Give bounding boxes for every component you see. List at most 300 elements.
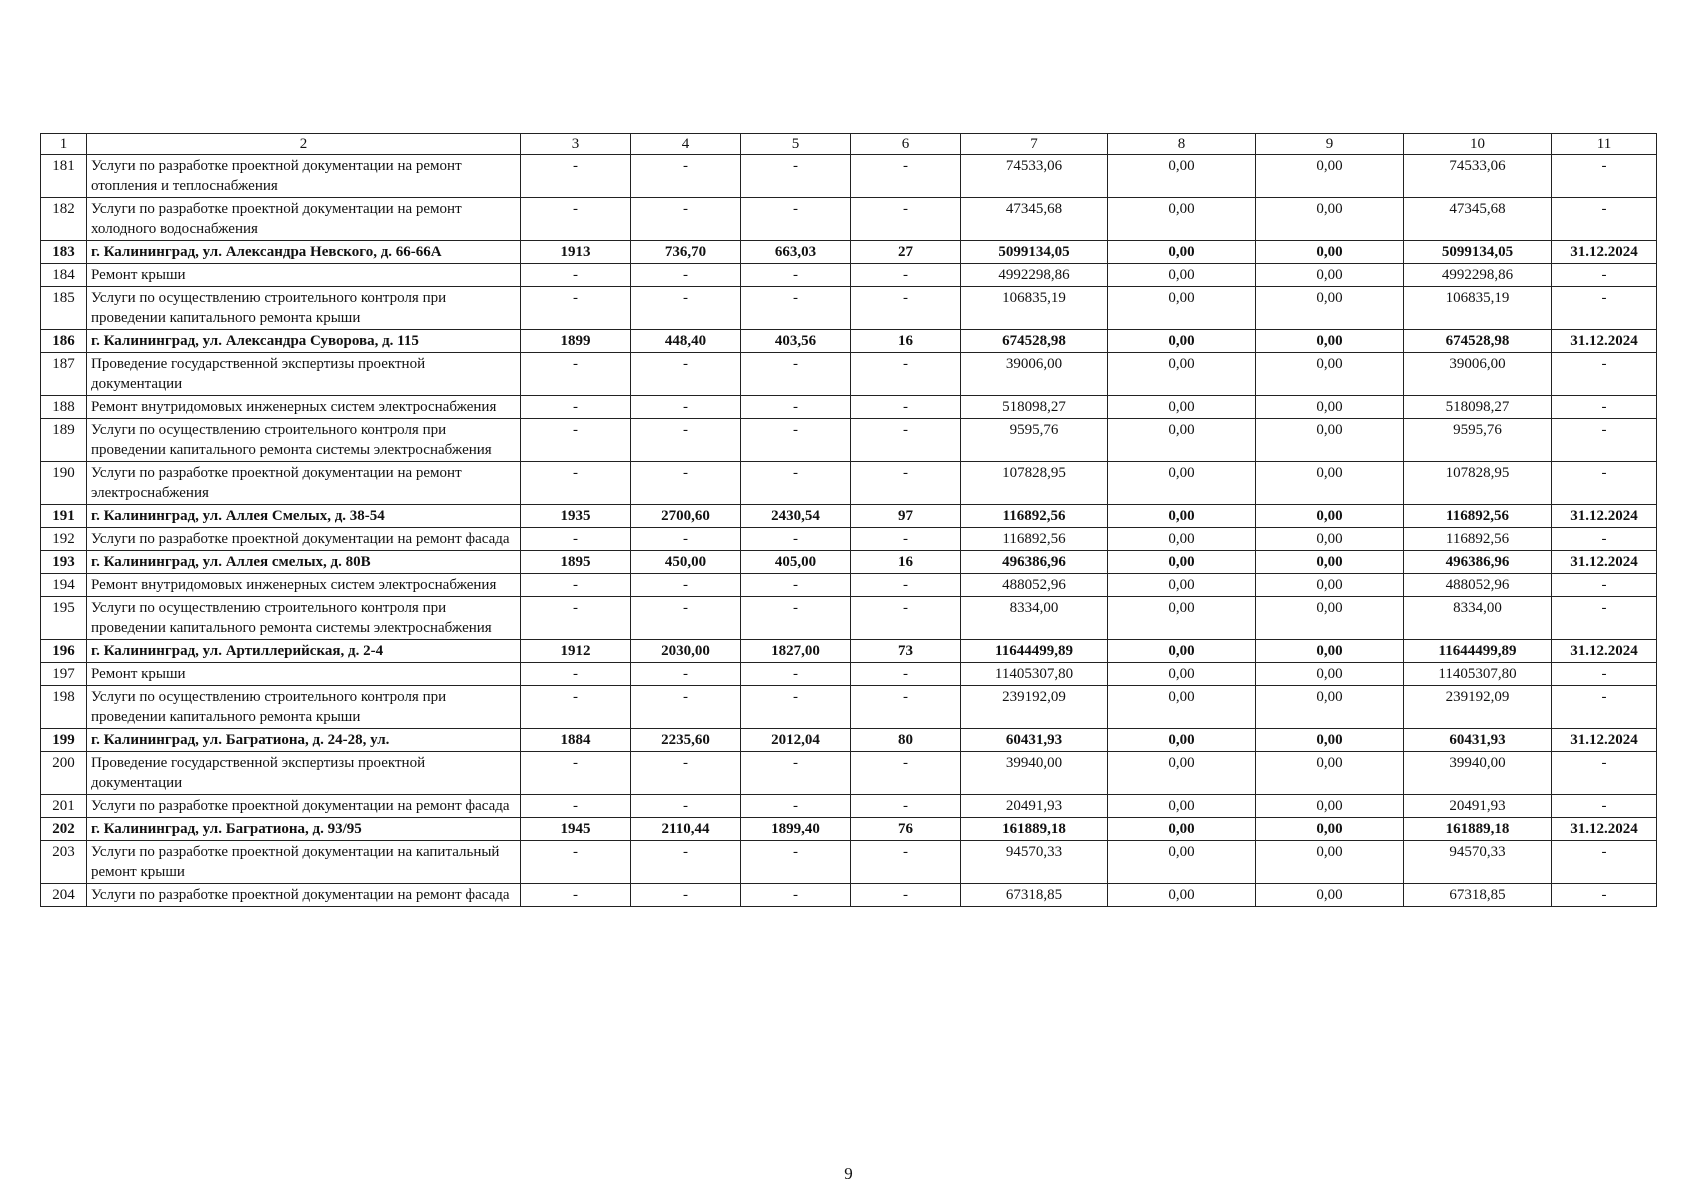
cost-total-cell: 161889,18 — [961, 818, 1108, 841]
cost-fund-cell: 0,00 — [1108, 841, 1256, 884]
area-living-cell: 1899,40 — [741, 818, 851, 841]
deadline-cell: - — [1552, 597, 1657, 640]
row-number-cell: 202 — [41, 818, 87, 841]
row-number-cell: 190 — [41, 462, 87, 505]
residents-cell: - — [851, 663, 961, 686]
address-row — [41, 551, 1657, 574]
cost-other-cell: 0,00 — [1256, 597, 1404, 640]
row-number-cell: 192 — [41, 528, 87, 551]
cost-total-cell: 496386,96 — [961, 551, 1108, 574]
address-row — [41, 241, 1657, 264]
cost-owners-cell: 106835,19 — [1404, 287, 1552, 330]
cost-other-cell: 0,00 — [1256, 505, 1404, 528]
year-cell: - — [521, 462, 631, 505]
year-cell: - — [521, 264, 631, 287]
area-living-cell: - — [741, 528, 851, 551]
cost-other-cell: 0,00 — [1256, 198, 1404, 241]
column-number: 7 — [961, 134, 1108, 155]
cost-fund-cell: 0,00 — [1108, 884, 1256, 907]
work-name-cell: г. Калининград, ул. Аллея Смелых, д. 38-54 — [87, 505, 521, 528]
deadline-cell: - — [1552, 795, 1657, 818]
work-name-cell: Ремонт внутридомовых инженерных систем электроснабжения — [87, 396, 521, 419]
cost-other-cell: 0,00 — [1256, 330, 1404, 353]
cost-total-cell: 518098,27 — [961, 396, 1108, 419]
area-living-cell: - — [741, 841, 851, 884]
year-cell: - — [521, 841, 631, 884]
area-total-cell: - — [631, 419, 741, 462]
cost-other-cell: 0,00 — [1256, 241, 1404, 264]
residents-cell: - — [851, 287, 961, 330]
cost-owners-cell: 116892,56 — [1404, 505, 1552, 528]
work-item-row — [41, 396, 1657, 419]
column-number: 8 — [1108, 134, 1256, 155]
area-living-cell: - — [741, 574, 851, 597]
cost-total-cell: 94570,33 — [961, 841, 1108, 884]
year-cell: - — [521, 396, 631, 419]
cost-owners-cell: 107828,95 — [1404, 462, 1552, 505]
cost-owners-cell: 60431,93 — [1404, 729, 1552, 752]
area-living-cell: - — [741, 155, 851, 198]
column-number: 10 — [1404, 134, 1552, 155]
area-total-cell: - — [631, 686, 741, 729]
year-cell: 1935 — [521, 505, 631, 528]
deadline-cell: - — [1552, 462, 1657, 505]
cost-other-cell: 0,00 — [1256, 640, 1404, 663]
deadline-cell: 31.12.2024 — [1552, 241, 1657, 264]
cost-total-cell: 60431,93 — [961, 729, 1108, 752]
year-cell: 1912 — [521, 640, 631, 663]
cost-fund-cell: 0,00 — [1108, 353, 1256, 396]
residents-cell: - — [851, 353, 961, 396]
address-row — [41, 640, 1657, 663]
row-number-cell: 183 — [41, 241, 87, 264]
residents-cell: 16 — [851, 330, 961, 353]
cost-fund-cell: 0,00 — [1108, 597, 1256, 640]
column-number: 6 — [851, 134, 961, 155]
cost-owners-cell: 239192,09 — [1404, 686, 1552, 729]
cost-owners-cell: 161889,18 — [1404, 818, 1552, 841]
deadline-cell: - — [1552, 528, 1657, 551]
cost-other-cell: 0,00 — [1256, 663, 1404, 686]
cost-owners-cell: 9595,76 — [1404, 419, 1552, 462]
deadline-cell: - — [1552, 841, 1657, 884]
row-number-cell: 185 — [41, 287, 87, 330]
area-total-cell: - — [631, 574, 741, 597]
cost-owners-cell: 74533,06 — [1404, 155, 1552, 198]
cost-fund-cell: 0,00 — [1108, 396, 1256, 419]
area-living-cell: - — [741, 597, 851, 640]
row-number-cell: 189 — [41, 419, 87, 462]
area-living-cell: - — [741, 198, 851, 241]
cost-total-cell: 39940,00 — [961, 752, 1108, 795]
cost-total-cell: 107828,95 — [961, 462, 1108, 505]
deadline-cell: - — [1552, 264, 1657, 287]
year-cell: - — [521, 574, 631, 597]
cost-total-cell: 39006,00 — [961, 353, 1108, 396]
area-total-cell: - — [631, 198, 741, 241]
row-number-cell: 184 — [41, 264, 87, 287]
residents-cell: - — [851, 396, 961, 419]
row-number-cell: 186 — [41, 330, 87, 353]
year-cell: 1913 — [521, 241, 631, 264]
cost-fund-cell: 0,00 — [1108, 198, 1256, 241]
work-name-cell: г. Калининград, ул. Аллея смелых, д. 80В — [87, 551, 521, 574]
cost-fund-cell: 0,00 — [1108, 241, 1256, 264]
cost-owners-cell: 20491,93 — [1404, 795, 1552, 818]
cost-fund-cell: 0,00 — [1108, 505, 1256, 528]
area-living-cell: - — [741, 462, 851, 505]
work-name-cell: г. Калининград, ул. Александра Суворова, д. 115 — [87, 330, 521, 353]
address-row — [41, 505, 1657, 528]
cost-total-cell: 4992298,86 — [961, 264, 1108, 287]
cost-total-cell: 674528,98 — [961, 330, 1108, 353]
area-total-cell: 448,40 — [631, 330, 741, 353]
cost-other-cell: 0,00 — [1256, 841, 1404, 884]
work-item-row — [41, 884, 1657, 907]
work-name-cell: Услуги по разработке проектной документации на ремонт фасада — [87, 528, 521, 551]
work-item-row — [41, 686, 1657, 729]
work-name-cell: Услуги по осуществлению строительного контроля при проведении капитального ремонта системы электроснабжения — [87, 597, 521, 640]
work-item-row — [41, 841, 1657, 884]
cost-owners-cell: 496386,96 — [1404, 551, 1552, 574]
residents-cell: - — [851, 264, 961, 287]
work-name-cell: Услуги по осуществлению строительного контроля при проведении капитального ремонта крыши — [87, 287, 521, 330]
residents-cell: 73 — [851, 640, 961, 663]
cost-other-cell: 0,00 — [1256, 884, 1404, 907]
cost-total-cell: 9595,76 — [961, 419, 1108, 462]
cost-owners-cell: 4992298,86 — [1404, 264, 1552, 287]
deadline-cell: 31.12.2024 — [1552, 551, 1657, 574]
deadline-cell: - — [1552, 287, 1657, 330]
capital-repair-table — [40, 133, 1657, 907]
area-total-cell: - — [631, 396, 741, 419]
area-living-cell: - — [741, 396, 851, 419]
area-living-cell: - — [741, 353, 851, 396]
residents-cell: - — [851, 574, 961, 597]
cost-total-cell: 74533,06 — [961, 155, 1108, 198]
area-total-cell: - — [631, 264, 741, 287]
area-total-cell: 736,70 — [631, 241, 741, 264]
cost-fund-cell: 0,00 — [1108, 462, 1256, 505]
work-item-row — [41, 597, 1657, 640]
work-name-cell: Ремонт внутридомовых инженерных систем электроснабжения — [87, 574, 521, 597]
residents-cell: - — [851, 198, 961, 241]
area-total-cell: 2700,60 — [631, 505, 741, 528]
cost-total-cell: 488052,96 — [961, 574, 1108, 597]
residents-cell: 16 — [851, 551, 961, 574]
area-living-cell: 2430,54 — [741, 505, 851, 528]
work-name-cell: Услуги по осуществлению строительного контроля при проведении капитального ремонта крыши — [87, 686, 521, 729]
cost-owners-cell: 11405307,80 — [1404, 663, 1552, 686]
deadline-cell: - — [1552, 663, 1657, 686]
cost-total-cell: 20491,93 — [961, 795, 1108, 818]
cost-other-cell: 0,00 — [1256, 818, 1404, 841]
cost-owners-cell: 11644499,89 — [1404, 640, 1552, 663]
area-total-cell: - — [631, 597, 741, 640]
deadline-cell: 31.12.2024 — [1552, 505, 1657, 528]
column-number: 4 — [631, 134, 741, 155]
work-name-cell: Ремонт крыши — [87, 264, 521, 287]
cost-other-cell: 0,00 — [1256, 353, 1404, 396]
deadline-cell: 31.12.2024 — [1552, 729, 1657, 752]
cost-owners-cell: 94570,33 — [1404, 841, 1552, 884]
year-cell: - — [521, 884, 631, 907]
cost-fund-cell: 0,00 — [1108, 640, 1256, 663]
work-item-row — [41, 155, 1657, 198]
year-cell: - — [521, 419, 631, 462]
year-cell: - — [521, 287, 631, 330]
residents-cell: - — [851, 686, 961, 729]
area-total-cell: 2235,60 — [631, 729, 741, 752]
work-item-row — [41, 198, 1657, 241]
cost-other-cell: 0,00 — [1256, 155, 1404, 198]
cost-owners-cell: 488052,96 — [1404, 574, 1552, 597]
work-item-row — [41, 663, 1657, 686]
row-number-cell: 195 — [41, 597, 87, 640]
area-living-cell: - — [741, 752, 851, 795]
year-cell: - — [521, 198, 631, 241]
year-cell: - — [521, 795, 631, 818]
work-name-cell: Услуги по разработке проектной документации на ремонт фасада — [87, 795, 521, 818]
row-number-cell: 187 — [41, 353, 87, 396]
residents-cell: 76 — [851, 818, 961, 841]
area-total-cell: - — [631, 287, 741, 330]
cost-owners-cell: 116892,56 — [1404, 528, 1552, 551]
residents-cell: - — [851, 155, 961, 198]
deadline-cell: - — [1552, 686, 1657, 729]
deadline-cell: - — [1552, 198, 1657, 241]
cost-fund-cell: 0,00 — [1108, 155, 1256, 198]
residents-cell: - — [851, 597, 961, 640]
year-cell: 1895 — [521, 551, 631, 574]
area-living-cell: 405,00 — [741, 551, 851, 574]
cost-fund-cell: 0,00 — [1108, 686, 1256, 729]
area-total-cell: 450,00 — [631, 551, 741, 574]
work-name-cell: Проведение государственной экспертизы проектной документации — [87, 752, 521, 795]
cost-other-cell: 0,00 — [1256, 752, 1404, 795]
work-item-row — [41, 264, 1657, 287]
cost-owners-cell: 67318,85 — [1404, 884, 1552, 907]
cost-total-cell: 8334,00 — [961, 597, 1108, 640]
address-row — [41, 330, 1657, 353]
row-number-cell: 204 — [41, 884, 87, 907]
deadline-cell: 31.12.2024 — [1552, 640, 1657, 663]
deadline-cell: 31.12.2024 — [1552, 330, 1657, 353]
work-name-cell: Услуги по разработке проектной документации на ремонт отопления и теплоснабжения — [87, 155, 521, 198]
cost-fund-cell: 0,00 — [1108, 264, 1256, 287]
deadline-cell: 31.12.2024 — [1552, 818, 1657, 841]
cost-other-cell: 0,00 — [1256, 462, 1404, 505]
row-number-cell: 191 — [41, 505, 87, 528]
cost-fund-cell: 0,00 — [1108, 818, 1256, 841]
residents-cell: 97 — [851, 505, 961, 528]
area-living-cell: 403,56 — [741, 330, 851, 353]
row-number-cell: 199 — [41, 729, 87, 752]
cost-owners-cell: 8334,00 — [1404, 597, 1552, 640]
cost-other-cell: 0,00 — [1256, 287, 1404, 330]
area-living-cell: - — [741, 884, 851, 907]
year-cell: - — [521, 663, 631, 686]
deadline-cell: - — [1552, 752, 1657, 795]
address-row — [41, 818, 1657, 841]
cost-owners-cell: 47345,68 — [1404, 198, 1552, 241]
year-cell: - — [521, 353, 631, 396]
row-number-cell: 201 — [41, 795, 87, 818]
deadline-cell: - — [1552, 419, 1657, 462]
residents-cell: - — [851, 528, 961, 551]
cost-other-cell: 0,00 — [1256, 795, 1404, 818]
cost-fund-cell: 0,00 — [1108, 752, 1256, 795]
cost-owners-cell: 5099134,05 — [1404, 241, 1552, 264]
cost-other-cell: 0,00 — [1256, 419, 1404, 462]
row-number-cell: 200 — [41, 752, 87, 795]
work-name-cell: г. Калининград, ул. Багратиона, д. 93/95 — [87, 818, 521, 841]
row-number-cell: 194 — [41, 574, 87, 597]
row-number-cell: 198 — [41, 686, 87, 729]
year-cell: - — [521, 528, 631, 551]
year-cell: - — [521, 686, 631, 729]
work-item-row — [41, 752, 1657, 795]
residents-cell: - — [851, 462, 961, 505]
column-number-row — [41, 134, 1657, 155]
row-number-cell: 188 — [41, 396, 87, 419]
cost-owners-cell: 518098,27 — [1404, 396, 1552, 419]
cost-fund-cell: 0,00 — [1108, 551, 1256, 574]
work-name-cell: г. Калининград, ул. Багратиона, д. 24-28, ул. — [87, 729, 521, 752]
address-row — [41, 729, 1657, 752]
cost-total-cell: 5099134,05 — [961, 241, 1108, 264]
year-cell: 1945 — [521, 818, 631, 841]
area-living-cell: - — [741, 264, 851, 287]
cost-fund-cell: 0,00 — [1108, 663, 1256, 686]
cost-fund-cell: 0,00 — [1108, 330, 1256, 353]
row-number-cell: 203 — [41, 841, 87, 884]
cost-owners-cell: 39940,00 — [1404, 752, 1552, 795]
area-living-cell: - — [741, 795, 851, 818]
work-name-cell: Услуги по разработке проектной документации на ремонт фасада — [87, 884, 521, 907]
year-cell: - — [521, 752, 631, 795]
work-name-cell: г. Калининград, ул. Артиллерийская, д. 2-4 — [87, 640, 521, 663]
area-living-cell: 663,03 — [741, 241, 851, 264]
column-number: 9 — [1256, 134, 1404, 155]
area-total-cell: - — [631, 795, 741, 818]
cost-total-cell: 47345,68 — [961, 198, 1108, 241]
row-number-cell: 181 — [41, 155, 87, 198]
column-number: 11 — [1552, 134, 1657, 155]
work-name-cell: Услуги по разработке проектной документации на капитальный ремонт крыши — [87, 841, 521, 884]
work-item-row — [41, 528, 1657, 551]
deadline-cell: - — [1552, 155, 1657, 198]
area-total-cell: - — [631, 884, 741, 907]
year-cell: - — [521, 597, 631, 640]
residents-cell: 80 — [851, 729, 961, 752]
page-number: 9 — [844, 1164, 853, 1183]
cost-total-cell: 67318,85 — [961, 884, 1108, 907]
residents-cell: - — [851, 419, 961, 462]
year-cell: 1884 — [521, 729, 631, 752]
area-living-cell: - — [741, 287, 851, 330]
area-living-cell: - — [741, 663, 851, 686]
column-number: 3 — [521, 134, 631, 155]
area-total-cell: - — [631, 663, 741, 686]
cost-other-cell: 0,00 — [1256, 729, 1404, 752]
cost-owners-cell: 674528,98 — [1404, 330, 1552, 353]
area-total-cell: - — [631, 752, 741, 795]
work-name-cell: Услуги по разработке проектной документации на ремонт холодного водоснабжения — [87, 198, 521, 241]
cost-fund-cell: 0,00 — [1108, 574, 1256, 597]
cost-other-cell: 0,00 — [1256, 574, 1404, 597]
area-living-cell: - — [741, 686, 851, 729]
work-name-cell: Ремонт крыши — [87, 663, 521, 686]
area-total-cell: - — [631, 353, 741, 396]
work-name-cell: Услуги по разработке проектной документации на ремонт электроснабжения — [87, 462, 521, 505]
column-number: 2 — [87, 134, 521, 155]
cost-total-cell: 11644499,89 — [961, 640, 1108, 663]
column-number: 5 — [741, 134, 851, 155]
work-item-row — [41, 574, 1657, 597]
area-living-cell: - — [741, 419, 851, 462]
work-name-cell: Услуги по осуществлению строительного контроля при проведении капитального ремонта системы электроснабжения — [87, 419, 521, 462]
cost-total-cell: 116892,56 — [961, 505, 1108, 528]
area-total-cell: 2110,44 — [631, 818, 741, 841]
deadline-cell: - — [1552, 574, 1657, 597]
year-cell: - — [521, 155, 631, 198]
residents-cell: - — [851, 884, 961, 907]
cost-fund-cell: 0,00 — [1108, 419, 1256, 462]
area-total-cell: - — [631, 155, 741, 198]
cost-other-cell: 0,00 — [1256, 551, 1404, 574]
row-number-cell: 196 — [41, 640, 87, 663]
residents-cell: - — [851, 752, 961, 795]
cost-fund-cell: 0,00 — [1108, 729, 1256, 752]
residents-cell: - — [851, 841, 961, 884]
deadline-cell: - — [1552, 353, 1657, 396]
work-item-row — [41, 353, 1657, 396]
work-name-cell: г. Калининград, ул. Александра Невского, д. 66-66А — [87, 241, 521, 264]
cost-other-cell: 0,00 — [1256, 686, 1404, 729]
cost-total-cell: 239192,09 — [961, 686, 1108, 729]
work-item-row — [41, 287, 1657, 330]
cost-other-cell: 0,00 — [1256, 264, 1404, 287]
work-item-row — [41, 462, 1657, 505]
deadline-cell: - — [1552, 396, 1657, 419]
work-item-row — [41, 795, 1657, 818]
area-living-cell: 1827,00 — [741, 640, 851, 663]
cost-total-cell: 106835,19 — [961, 287, 1108, 330]
column-number: 1 — [41, 134, 87, 155]
row-number-cell: 197 — [41, 663, 87, 686]
row-number-cell: 193 — [41, 551, 87, 574]
cost-other-cell: 0,00 — [1256, 528, 1404, 551]
cost-owners-cell: 39006,00 — [1404, 353, 1552, 396]
area-total-cell: - — [631, 841, 741, 884]
area-living-cell: 2012,04 — [741, 729, 851, 752]
row-number-cell: 182 — [41, 198, 87, 241]
year-cell: 1899 — [521, 330, 631, 353]
cost-total-cell: 116892,56 — [961, 528, 1108, 551]
cost-fund-cell: 0,00 — [1108, 287, 1256, 330]
deadline-cell: - — [1552, 884, 1657, 907]
residents-cell: 27 — [851, 241, 961, 264]
cost-fund-cell: 0,00 — [1108, 795, 1256, 818]
cost-other-cell: 0,00 — [1256, 396, 1404, 419]
cost-fund-cell: 0,00 — [1108, 528, 1256, 551]
area-total-cell: - — [631, 528, 741, 551]
area-total-cell: - — [631, 462, 741, 505]
cost-total-cell: 11405307,80 — [961, 663, 1108, 686]
residents-cell: - — [851, 795, 961, 818]
area-total-cell: 2030,00 — [631, 640, 741, 663]
